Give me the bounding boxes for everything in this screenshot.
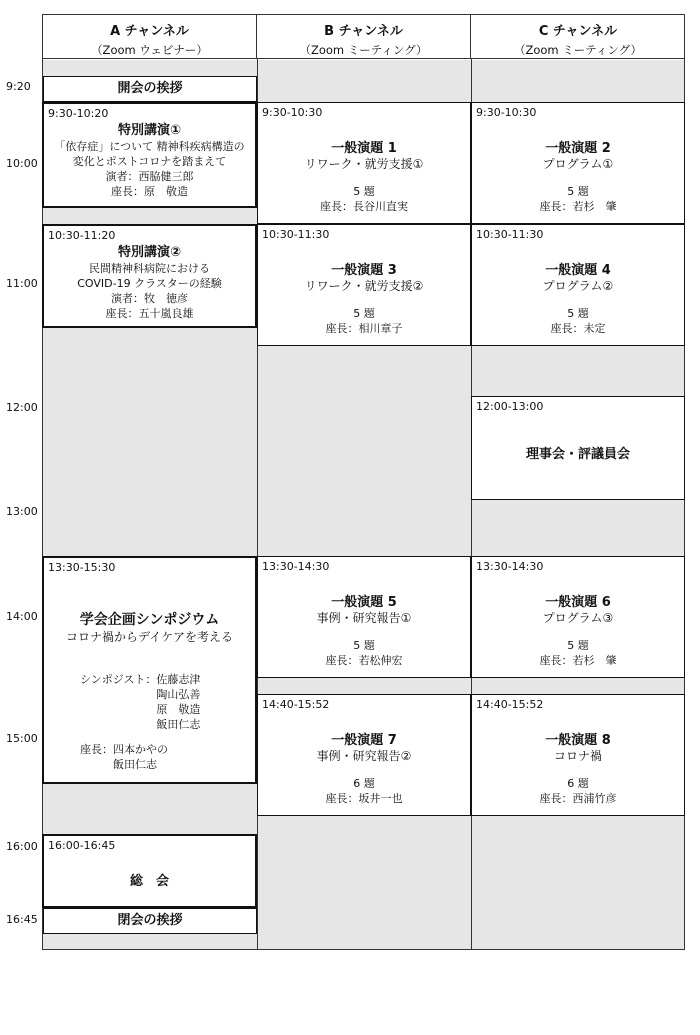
session-time: 9:30-10:30	[262, 106, 323, 119]
opening-label: 開会の挨拶	[117, 81, 183, 96]
session-speaker: 演者：西脇健三郎	[105, 170, 194, 183]
session-c1	[471, 102, 685, 224]
session-title: 一般演題 6	[545, 595, 611, 610]
channel-a-name: A チャンネル	[110, 24, 189, 39]
panelist: 陶山弘善	[156, 688, 201, 701]
session-chair: 座長：未定	[550, 322, 606, 335]
session-topic: 「依存症」について 精神科疾病構造の	[54, 140, 245, 153]
closing-label: 閉会の挨拶	[117, 913, 183, 928]
channel-a-header	[43, 15, 257, 59]
session-speaker: 演者：牧 徳彦	[111, 292, 188, 305]
session-count: 5 題	[353, 307, 375, 320]
session-b1	[257, 102, 471, 224]
session-title: 理事会・評議員会	[525, 447, 630, 462]
session-b4	[257, 694, 471, 816]
channel-b-sub: （Zoom ミーティング）	[299, 43, 428, 57]
session-topic: リワーク・就労支援②	[304, 279, 424, 293]
session-title: 特別講演②	[117, 245, 181, 260]
session-chair: 座長：若杉 肇	[539, 654, 617, 667]
session-time: 9:30-10:20	[48, 107, 109, 120]
channel-b-name: B チャンネル	[324, 24, 403, 39]
closing-remarks	[43, 908, 257, 934]
opening-remarks	[43, 76, 257, 102]
session-title: 一般演題 3	[331, 263, 397, 278]
panelist: 原 敬造	[156, 703, 201, 716]
time-label: 16:45	[6, 913, 38, 926]
chair: 飯田仁志	[113, 758, 157, 771]
session-c3	[471, 556, 685, 678]
session-chair: 座長：長谷川直実	[320, 200, 408, 213]
time-label: 15:00	[6, 732, 38, 745]
session-time: 12:00-13:00	[476, 400, 544, 413]
session-topic: 民間精神科病院における	[89, 262, 210, 275]
session-topic: 事例・研究報告①	[316, 611, 412, 625]
general-meeting	[42, 834, 257, 908]
session-count: 6 題	[353, 777, 375, 790]
session-count: 5 題	[567, 307, 589, 320]
session-time: 14:40-15:52	[476, 698, 544, 711]
session-count: 5 題	[567, 185, 589, 198]
session-chair: 座長：西浦竹彦	[539, 792, 617, 805]
session-title: 一般演題 1	[331, 141, 397, 156]
time-label: 13:00	[6, 505, 38, 518]
session-chair: 座長：五十嵐良雄	[105, 307, 194, 320]
channel-c-sub: （Zoom ミーティング）	[513, 43, 642, 57]
panelist: 佐藤志津	[156, 673, 201, 686]
session-title: 一般演題 2	[545, 141, 611, 156]
time-label: 10:00	[6, 157, 38, 170]
special-lecture-2	[42, 224, 257, 328]
session-topic: コロナ禍	[553, 749, 602, 763]
session-time: 13:30-14:30	[262, 560, 330, 573]
session-title: 一般演題 5	[331, 595, 397, 610]
session-b2	[257, 224, 471, 346]
session-count: 5 題	[353, 185, 375, 198]
symposium	[42, 556, 257, 784]
panelist: 飯田仁志	[156, 718, 201, 731]
session-count: 5 題	[567, 639, 589, 652]
session-chair: 座長：相川章子	[325, 322, 403, 335]
session-title: 一般演題 7	[331, 733, 397, 748]
session-count: 5 題	[353, 639, 375, 652]
time-label: 16:00	[6, 840, 38, 853]
session-topic: 事例・研究報告②	[316, 749, 412, 763]
session-topic: プログラム②	[542, 279, 614, 293]
session-c4	[471, 694, 685, 816]
session-time: 10:30-11:20	[48, 229, 116, 242]
session-title: 一般演題 4	[545, 263, 611, 278]
session-time: 14:40-15:52	[262, 698, 330, 711]
session-topic: コロナ禍からデイケアを考える	[66, 630, 233, 644]
session-title: 特別講演①	[117, 123, 181, 138]
session-count: 6 題	[567, 777, 589, 790]
session-topic: リワーク・就労支援①	[304, 157, 424, 171]
session-chair: 座長：坂井一也	[325, 792, 403, 805]
session-b3	[257, 556, 471, 678]
session-time: 16:00-16:45	[48, 839, 116, 852]
session-chair: 座長：原 敬造	[111, 185, 188, 198]
time-label: 12:00	[6, 401, 38, 414]
session-title: 学会企画シンポジウム	[79, 612, 220, 628]
session-title: 一般演題 8	[545, 733, 611, 748]
time-label: 11:00	[6, 277, 38, 290]
session-time: 10:30-11:30	[476, 228, 544, 241]
session-time: 13:30-15:30	[48, 561, 116, 574]
session-chair: 座長：若松伸宏	[325, 654, 403, 667]
session-time: 10:30-11:30	[262, 228, 330, 241]
session-time: 9:30-10:30	[476, 106, 537, 119]
session-title: 総 会	[129, 874, 169, 889]
channel-a-sub: （Zoom ウェビナー）	[91, 43, 208, 57]
session-time: 13:30-14:30	[476, 560, 544, 573]
time-label: 9:20	[6, 80, 31, 93]
session-topic: プログラム①	[542, 157, 614, 171]
session-chair: 座長：若杉 肇	[539, 200, 617, 213]
chair: 四本かやの	[113, 743, 168, 756]
special-lecture-1	[42, 102, 257, 208]
channel-c-name: C チャンネル	[538, 24, 618, 39]
panel-label: シンポジスト：	[80, 673, 157, 686]
session-topic: 変化とポストコロナを踏まえて	[72, 155, 227, 168]
channel-b-header	[257, 15, 471, 59]
session-c2	[471, 224, 685, 346]
session-topic: COVID-19 クラスターの経験	[77, 277, 222, 290]
chair-label: 座長：	[80, 743, 113, 756]
channel-c-header	[471, 15, 685, 59]
board-meeting	[471, 396, 685, 500]
time-label: 14:00	[6, 610, 38, 623]
session-topic: プログラム③	[542, 611, 614, 625]
